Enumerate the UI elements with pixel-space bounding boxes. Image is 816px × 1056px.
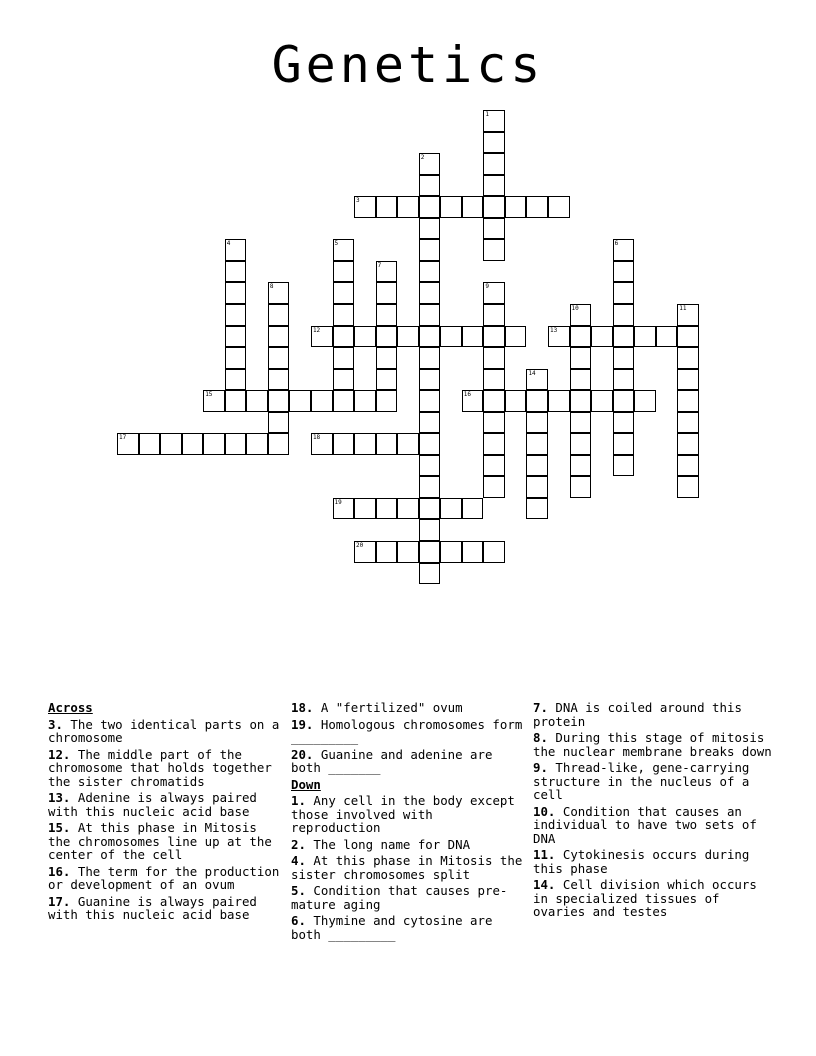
- crossword-cell[interactable]: [591, 390, 613, 412]
- crossword-cell[interactable]: [376, 347, 398, 369]
- puzzle-title: Genetics: [271, 36, 545, 94]
- crossword-cell[interactable]: [246, 390, 268, 412]
- crossword-cell[interactable]: [117, 433, 139, 455]
- clue-down: 5. Condition that causes pre-mature aging: [291, 883, 508, 912]
- crossword-cell[interactable]: [677, 369, 699, 391]
- crossword-cell[interactable]: [397, 433, 419, 455]
- crossword-cell[interactable]: [376, 433, 398, 455]
- crossword-cell[interactable]: [203, 433, 225, 455]
- crossword-cell[interactable]: [483, 541, 505, 563]
- crossword-cell[interactable]: [677, 326, 699, 348]
- clues-column-3: [533, 701, 773, 919]
- crossword-cell[interactable]: [677, 433, 699, 455]
- crossword-cell[interactable]: [483, 110, 505, 132]
- crossword-cell[interactable]: [483, 347, 505, 369]
- crossword-cell[interactable]: [570, 433, 592, 455]
- clue-down: 6. Thymine and cytosine are both _________: [291, 913, 493, 942]
- clue-across: 16. The term for the production or development of an ovum: [48, 863, 280, 892]
- crossword-cell[interactable]: [483, 455, 505, 477]
- clue-number: 13: [550, 326, 558, 334]
- crossword-cell[interactable]: [333, 498, 355, 520]
- clue-number: 14: [528, 369, 536, 377]
- clue-across: 19. Homologous chromosomes form _________: [291, 716, 523, 745]
- crossword-cell[interactable]: [613, 369, 635, 391]
- crossword-cell[interactable]: [225, 390, 247, 412]
- crossword-cell[interactable]: [333, 433, 355, 455]
- crossword-cell[interactable]: [419, 153, 441, 175]
- crossword-cell[interactable]: [354, 498, 376, 520]
- crossword-cell[interactable]: [376, 196, 398, 218]
- crossword-cell[interactable]: [225, 261, 247, 283]
- crossword-cell[interactable]: [526, 412, 548, 434]
- clue-down: 14. Cell division which occurs in specialized tissues of ovaries and testes: [533, 877, 757, 919]
- clues-column-2: [291, 701, 527, 941]
- crossword-cell[interactable]: [419, 476, 441, 498]
- crossword-cell[interactable]: [570, 347, 592, 369]
- clue-down: 1. Any cell in the body except those involved with reproduction: [291, 793, 515, 835]
- clue-number: 16: [463, 391, 472, 399]
- clue-number: 17: [119, 434, 127, 442]
- crossword-cell[interactable]: [613, 390, 635, 412]
- crossword-cell[interactable]: [591, 326, 613, 348]
- crossword-cell[interactable]: [376, 261, 398, 283]
- crossword-cell[interactable]: [483, 153, 505, 175]
- crossword-cell[interactable]: [570, 412, 592, 434]
- crossword-cell[interactable]: [677, 390, 699, 412]
- crossword-cell[interactable]: [419, 455, 441, 477]
- across-heading: Across: [48, 700, 93, 715]
- clue-number: 3: [356, 197, 360, 205]
- crossword-cell[interactable]: [440, 326, 462, 348]
- crossword-cell[interactable]: [440, 196, 462, 218]
- crossword-cell[interactable]: [376, 304, 398, 326]
- crossword-cell[interactable]: [376, 541, 398, 563]
- crossword-cell[interactable]: [526, 390, 548, 412]
- crossword-cell[interactable]: [268, 390, 290, 412]
- crossword-cell[interactable]: [440, 541, 462, 563]
- clue-across: 15. At this phase in Mitosis the chromosomes line up at the center of the cell: [48, 820, 272, 862]
- clue-down: 11. Cytokinesis occurs during this phase: [533, 847, 750, 876]
- crossword-cell[interactable]: [526, 196, 548, 218]
- crossword-cell[interactable]: [505, 390, 527, 412]
- crossword-cell[interactable]: [333, 390, 355, 412]
- crossword-cell[interactable]: [268, 347, 290, 369]
- crossword-cell[interactable]: [397, 541, 419, 563]
- crossword-cell[interactable]: [419, 541, 441, 563]
- crossword-cell[interactable]: [139, 433, 161, 455]
- clue-across: 12. The middle part of the chromosome that holds together the sister chromatids: [48, 746, 272, 789]
- clue-down: 8. During this stage of mitosis the nuclear membrane breaks down: [533, 730, 772, 759]
- crossword-cell[interactable]: [526, 476, 548, 498]
- crossword-cell[interactable]: [613, 326, 635, 348]
- crossword-cell[interactable]: [526, 498, 548, 520]
- crossword-cell[interactable]: [289, 390, 311, 412]
- crossword-cell[interactable]: [419, 282, 441, 304]
- crossword-cell[interactable]: [440, 498, 462, 520]
- crossword-cell[interactable]: [311, 326, 333, 348]
- crossword-cell[interactable]: [462, 196, 484, 218]
- crossword-cell[interactable]: [570, 326, 592, 348]
- crossword-cell[interactable]: [548, 390, 570, 412]
- clue-number: 11: [679, 304, 687, 312]
- crossword-cell[interactable]: [526, 455, 548, 477]
- crossword-cell[interactable]: [677, 347, 699, 369]
- crossword-cell[interactable]: [419, 261, 441, 283]
- crossword-cell[interactable]: [268, 326, 290, 348]
- clue-number: 19: [334, 498, 342, 506]
- clue-number: 8: [269, 283, 274, 291]
- crossword-cell[interactable]: [203, 390, 225, 412]
- crossword-cell[interactable]: [483, 433, 505, 455]
- crossword-cell[interactable]: [376, 326, 398, 348]
- crossword-cell[interactable]: [333, 326, 355, 348]
- crossword-cell[interactable]: [462, 498, 484, 520]
- crossword-cell[interactable]: [225, 326, 247, 348]
- crossword-cell[interactable]: [483, 218, 505, 240]
- crossword-cell[interactable]: [462, 390, 484, 412]
- crossword-cell[interactable]: [376, 369, 398, 391]
- crossword-cell[interactable]: [613, 261, 635, 283]
- crossword-cell[interactable]: [483, 282, 505, 304]
- clue-across: 13. Adenine is always paired with this nucleic acid base: [48, 790, 257, 819]
- crossword-cell[interactable]: [570, 304, 592, 326]
- crossword-cell[interactable]: [526, 433, 548, 455]
- crossword-cell[interactable]: [462, 541, 484, 563]
- clues-column-1: [48, 701, 286, 922]
- crossword-cell[interactable]: [333, 239, 355, 261]
- crossword-cell[interactable]: [354, 541, 376, 563]
- crossword-cell[interactable]: [613, 433, 635, 455]
- crossword-cell[interactable]: [677, 304, 699, 326]
- clue-down: 4. At this phase in Mitosis the sister chromosomes split: [291, 853, 523, 882]
- clue-number: 5: [334, 240, 339, 248]
- crossword-cell[interactable]: [483, 326, 505, 348]
- crossword-cell[interactable]: [419, 498, 441, 520]
- clue-number: 18: [312, 434, 321, 442]
- clue-across: 20. Guanine and adenine are both _______: [291, 746, 493, 775]
- clue-number: 6: [614, 240, 619, 248]
- clue-down: 2. The long name for DNA: [291, 836, 471, 852]
- crossword-cell[interactable]: [419, 196, 441, 218]
- crossword-cell[interactable]: [333, 282, 355, 304]
- crossword-cell[interactable]: [354, 390, 376, 412]
- crossword-cell[interactable]: [419, 563, 441, 585]
- crossword-cell[interactable]: [570, 390, 592, 412]
- crossword-cell[interactable]: [246, 433, 268, 455]
- crossword-cell[interactable]: [225, 369, 247, 391]
- crossword-cell[interactable]: [462, 326, 484, 348]
- crossword-cell[interactable]: [397, 498, 419, 520]
- crossword-cell[interactable]: [268, 369, 290, 391]
- clue-number: 4: [226, 240, 231, 248]
- clue-number: 12: [312, 326, 321, 334]
- crossword-cell[interactable]: [268, 304, 290, 326]
- crossword-cell[interactable]: [354, 326, 376, 348]
- crossword-cell[interactable]: [677, 412, 699, 434]
- crossword-cell[interactable]: [268, 282, 290, 304]
- crossword-cell[interactable]: [419, 347, 441, 369]
- crossword-cell[interactable]: [376, 390, 398, 412]
- crossword-cell[interactable]: [268, 433, 290, 455]
- crossword-cell[interactable]: [354, 196, 376, 218]
- crossword-cell[interactable]: [397, 196, 419, 218]
- crossword-cell[interactable]: [419, 390, 441, 412]
- crossword-cell[interactable]: [483, 412, 505, 434]
- crossword-cell[interactable]: [333, 347, 355, 369]
- crossword-cell[interactable]: [354, 433, 376, 455]
- clue-down: 7. DNA is coiled around this protein: [533, 700, 742, 729]
- crossword-cell[interactable]: [419, 218, 441, 240]
- crossword-cell[interactable]: [526, 369, 548, 391]
- crossword-cell[interactable]: [225, 239, 247, 261]
- crossword-cell[interactable]: [634, 326, 656, 348]
- crossword-cell[interactable]: [613, 412, 635, 434]
- crossword-cell[interactable]: [333, 261, 355, 283]
- crossword-cell[interactable]: [613, 347, 635, 369]
- crossword-cell[interactable]: [376, 498, 398, 520]
- crossword-cell[interactable]: [160, 433, 182, 455]
- crossword-cell[interactable]: [483, 132, 505, 154]
- crossword-cell[interactable]: [483, 390, 505, 412]
- crossword-cell[interactable]: [182, 433, 204, 455]
- crossword-cell[interactable]: [634, 390, 656, 412]
- crossword-cell[interactable]: [548, 196, 570, 218]
- crossword-cell[interactable]: [419, 175, 441, 197]
- clue-down: 9. Thread-like, gene-carrying structure in the nucleus of a cell: [533, 760, 750, 802]
- crossword-cell[interactable]: [483, 196, 505, 218]
- crossword-cell[interactable]: [333, 304, 355, 326]
- clue-number: 9: [485, 283, 489, 291]
- crossword-cell[interactable]: [548, 326, 570, 348]
- clue-number: 1: [485, 111, 489, 118]
- crossword-cell[interactable]: [419, 239, 441, 261]
- crossword-cell[interactable]: [483, 369, 505, 391]
- crossword-cell[interactable]: [376, 282, 398, 304]
- crossword-cell[interactable]: [397, 326, 419, 348]
- crossword-cell[interactable]: [225, 282, 247, 304]
- crossword-cell[interactable]: [613, 304, 635, 326]
- clue-number: 15: [205, 391, 213, 399]
- clue-number: 7: [377, 261, 382, 269]
- crossword-cell[interactable]: [311, 433, 333, 455]
- crossword-cell[interactable]: [225, 433, 247, 455]
- clue-across: 17. Guanine is always paired with this nucleic acid base: [48, 893, 257, 922]
- crossword-cell[interactable]: [419, 433, 441, 455]
- clue-number: 20: [356, 542, 364, 549]
- crossword-cell[interactable]: [311, 390, 333, 412]
- crossword-cell[interactable]: [419, 304, 441, 326]
- crossword-cell[interactable]: [225, 304, 247, 326]
- crossword-cell[interactable]: [613, 455, 635, 477]
- crossword-cell[interactable]: [483, 175, 505, 197]
- crossword-cell[interactable]: [419, 326, 441, 348]
- clue-across: 18. A "fertilized" ovum: [291, 700, 463, 715]
- crossword-cell[interactable]: [483, 476, 505, 498]
- crossword-cell[interactable]: [419, 369, 441, 391]
- clue-across: 3. The two identical parts on a chromosome: [48, 716, 280, 745]
- crossword-cell[interactable]: [483, 304, 505, 326]
- crossword-cell[interactable]: [419, 519, 441, 541]
- crossword-cell[interactable]: [677, 455, 699, 477]
- crossword-cell[interactable]: [483, 239, 505, 261]
- clue-number: 2: [420, 154, 425, 162]
- crossword-cell[interactable]: [419, 412, 441, 434]
- crossword-cell[interactable]: [333, 369, 355, 391]
- crossword-cell[interactable]: [268, 412, 290, 434]
- crossword-cell[interactable]: [570, 455, 592, 477]
- crossword-cell[interactable]: [505, 196, 527, 218]
- crossword-cell[interactable]: [570, 476, 592, 498]
- down-heading: Down: [291, 776, 321, 792]
- crossword-cell[interactable]: [677, 476, 699, 498]
- crossword-cell[interactable]: [613, 239, 635, 261]
- clue-down: 10. Condition that causes an individual to have two sets of DNA: [533, 803, 757, 846]
- crossword-cell[interactable]: [505, 326, 527, 348]
- crossword-cell[interactable]: [613, 282, 635, 304]
- crossword-cell[interactable]: [225, 347, 247, 369]
- crossword-cell[interactable]: [656, 326, 678, 348]
- clue-number: 10: [571, 304, 579, 312]
- crossword-cell[interactable]: [570, 369, 592, 391]
